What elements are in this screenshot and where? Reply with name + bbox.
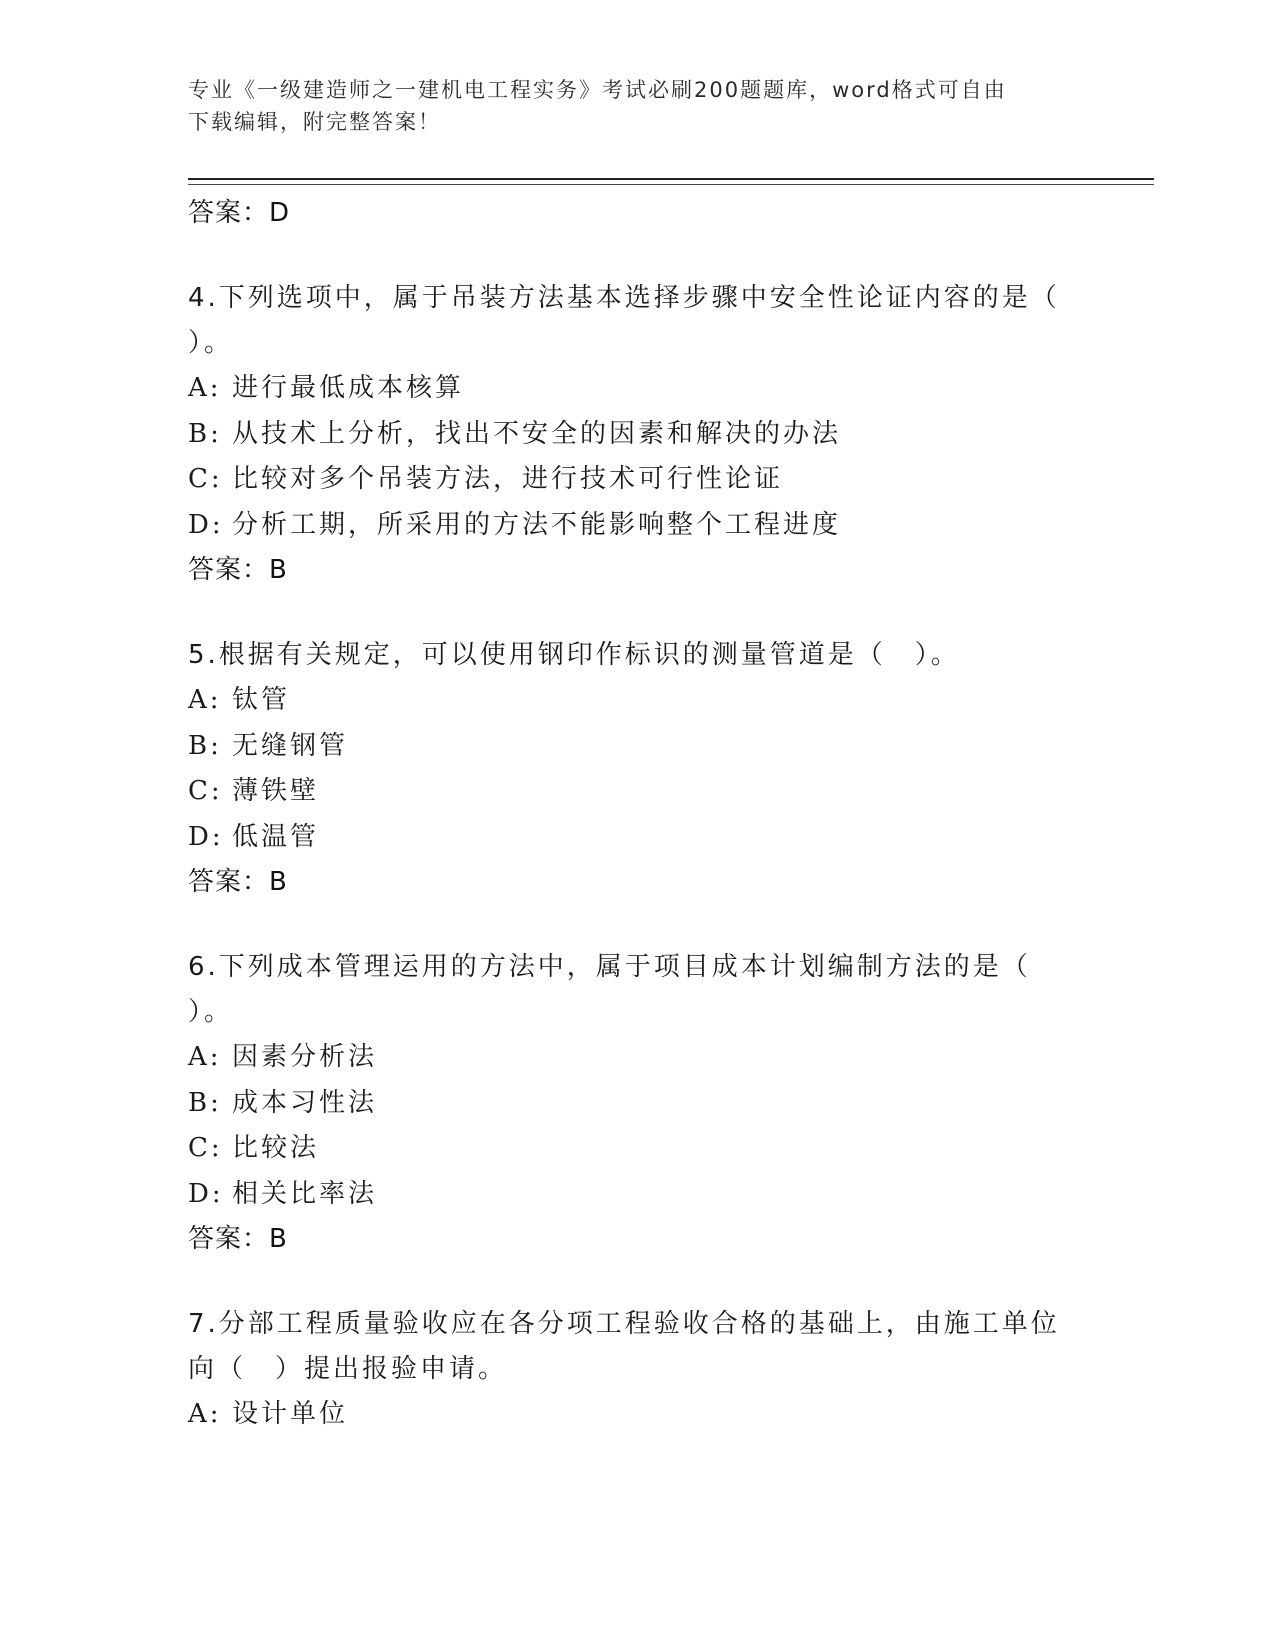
option-letter: D: (188, 509, 224, 540)
option-c (188, 1126, 1088, 1172)
header-divider-thick (188, 178, 1154, 180)
option-letter: B: (188, 418, 222, 449)
option-a (188, 366, 1088, 412)
option-a (188, 1035, 1088, 1081)
option-text: 低温管 (232, 821, 320, 852)
question-text-line: 7.分部工程质量验收应在各分项工程验收合格的基础上，由施工单位 (188, 1309, 1060, 1339)
option-c (188, 457, 1088, 503)
option-text: 成本习性法 (232, 1087, 378, 1118)
option-text: 分析工期，所采用的方法不能影响整个工程进度 (232, 509, 842, 540)
option-d (188, 815, 1088, 861)
option-d (188, 1172, 1088, 1218)
option-text: 相关比率法 (232, 1178, 378, 1209)
question-5 (188, 633, 1088, 905)
option-letter: D: (188, 1178, 224, 1209)
option-a (188, 1392, 1088, 1438)
option-b (188, 1081, 1088, 1127)
question-4 (188, 276, 1088, 593)
option-letter: C: (188, 776, 223, 806)
header-line-1: 专业《一级建造师之一建机电工程实务》考试必刷200题题库，word格式可自由 (188, 78, 1007, 102)
question-text (188, 633, 1068, 678)
header-divider-thin (188, 184, 1154, 185)
option-a (188, 678, 1088, 724)
option-text: 从技术上分析，找出不安全的因素和解决的办法 (232, 418, 842, 449)
option-letter: A: (188, 1399, 222, 1429)
option-letter: B: (188, 1087, 222, 1118)
question-text-line: 4.下列选项中，属于吊装方法基本选择步骤中安全性论证内容的是（ (188, 283, 1060, 313)
question-list (188, 190, 1088, 1438)
option-letter: C: (188, 464, 223, 494)
question-answer: 答案：B (188, 555, 288, 585)
question-text (188, 276, 1068, 366)
option-b (188, 412, 1088, 458)
question-text (188, 945, 1068, 1035)
option-letter: A: (188, 685, 222, 715)
option-text: 因素分析法 (232, 1042, 378, 1072)
question-answer: 答案：B (188, 867, 288, 897)
question-6 (188, 945, 1088, 1262)
header-line-2: 下载编辑，附完整答案！ (188, 110, 441, 134)
option-text: 进行最低成本核算 (232, 373, 465, 403)
question-text-line: 向（ ）提出报验申请。 (188, 1354, 508, 1384)
option-text: 薄铁壁 (232, 776, 320, 806)
option-letter: C: (188, 1133, 223, 1163)
document-header (188, 74, 1068, 138)
question-text (188, 1302, 1068, 1392)
question-text-line: 5.根据有关规定，可以使用钢印作标识的测量管道是（ ）。 (188, 640, 960, 670)
option-letter: A: (188, 1042, 222, 1072)
option-letter: D: (188, 821, 224, 852)
option-text: 设计单位 (232, 1399, 349, 1429)
option-text: 比较法 (232, 1133, 320, 1163)
option-text: 比较对多个吊装方法，进行技术可行性论证 (232, 464, 784, 494)
option-text: 钛管 (232, 685, 291, 715)
option-text: 无缝钢管 (232, 730, 349, 761)
question-text-line: ）。 (188, 328, 234, 358)
option-b (188, 724, 1088, 770)
question-text-line: 6.下列成本管理运用的方法中，属于项目成本计划编制方法的是（ (188, 952, 1031, 982)
previous-question-answer: 答案：D (188, 198, 291, 228)
option-letter: B: (188, 730, 222, 761)
option-c (188, 769, 1088, 815)
option-d (188, 503, 1088, 549)
option-letter: A: (188, 373, 222, 403)
question-text-line: ）。 (188, 997, 234, 1027)
question-answer: 答案：B (188, 1224, 288, 1254)
question-7 (188, 1302, 1088, 1438)
